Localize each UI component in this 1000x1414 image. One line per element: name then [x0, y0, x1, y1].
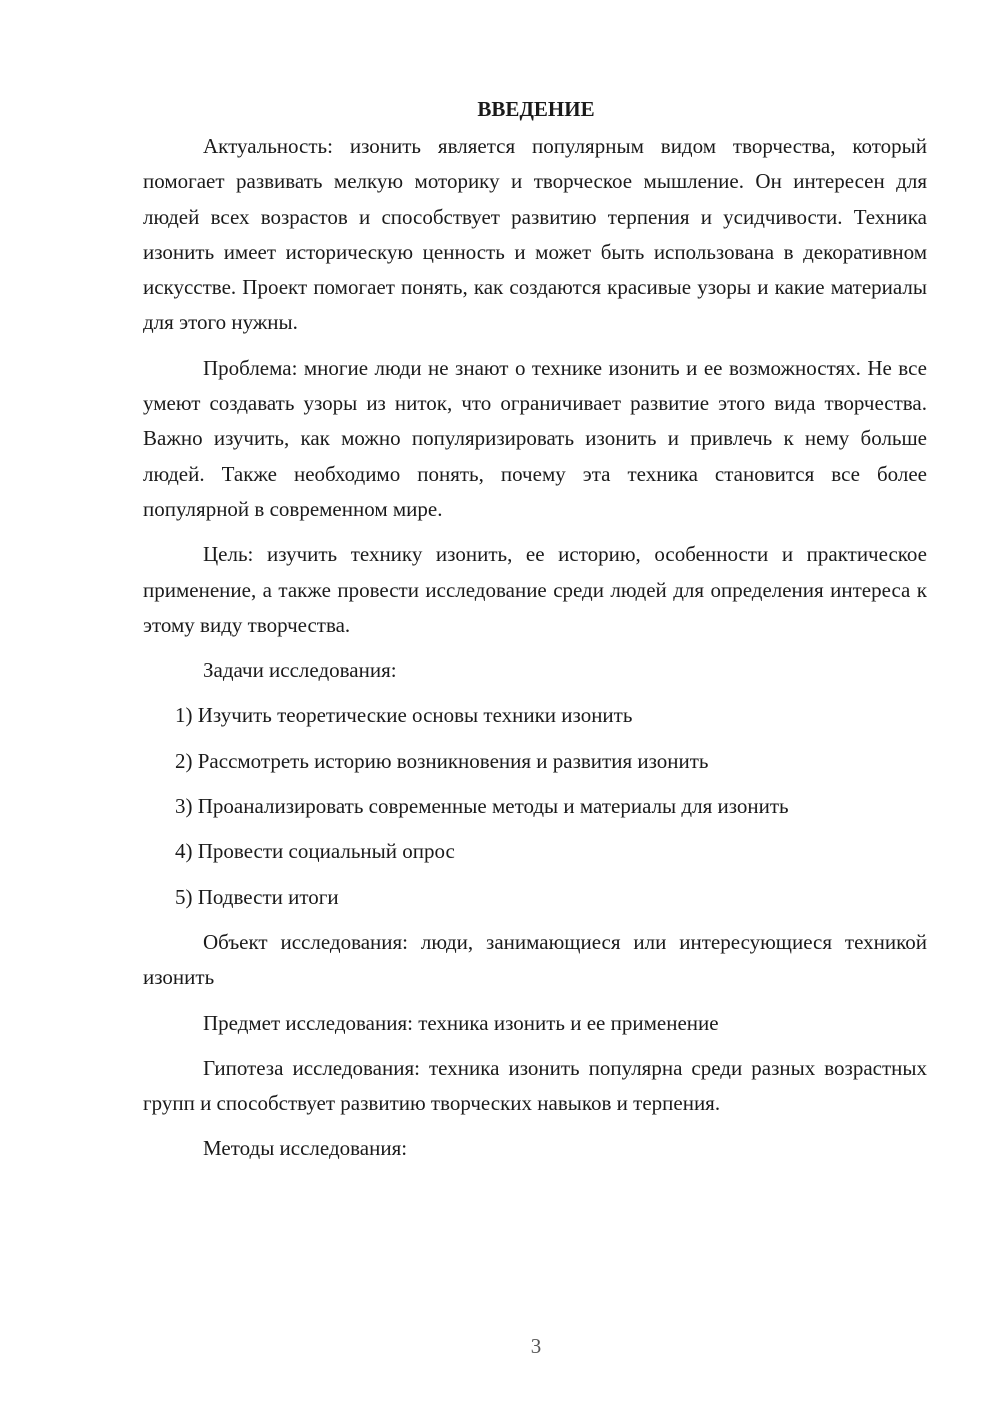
- goal-paragraph: Цель: изучить технику изонить, ее историю, особенности и практическое применение, а также провести исследование среди людей для определения интереса к этому виду творчества.: [143, 542, 927, 637]
- section-title: ВВЕДЕНИЕ: [477, 97, 595, 121]
- task-item: 1) Изучить теоретические основы техники изонить: [175, 703, 633, 728]
- task-item: 2) Рассмотреть историю возникновения и развития изонить: [175, 748, 709, 773]
- page-content: [143, 92, 927, 1177]
- task-item: 5) Подвести итоги: [175, 884, 339, 909]
- relevance-paragraph: Актуальность: изонить является популярным видом творчества, который помогает развивать мелкую моторику и творческое мышление. Он интересен для людей всех возрастов и способствует развитию терпения и усидчивости. Техника изонить имеет историческую ценность и может быть использована в декоративном искусстве. Проект помогает понять, как создаются красивые узоры и какие материалы для этого нужны.: [143, 134, 927, 335]
- task-item: 4) Провести социальный опрос: [175, 839, 455, 864]
- tasks-heading: Задачи исследования:: [203, 658, 397, 683]
- page-number: 3: [530, 1334, 542, 1358]
- problem-paragraph: Проблема: многие люди не знают о технике изонить и ее возможностях. Не все умеют создавать узоры из ниток, что ограничивает развитие этого вида творчества. Важно изучить, как можно популяризировать изонить и привлечь к нему больше людей. Также необходимо понять, почему эта техника становится все более популярной в современном мире.: [143, 355, 927, 521]
- methods-heading: Методы исследования:: [203, 1136, 408, 1161]
- tasks-list: [143, 698, 927, 914]
- task-item: 3) Проанализировать современные методы и материалы для изонить: [175, 794, 789, 819]
- subject-paragraph: Предмет исследования: техника изонить и ее применение: [203, 1010, 719, 1035]
- hypothesis-paragraph: Гипотеза исследования: техника изонить популярна среди разных возрастных групп и способствует развитию творческих навыков и терпения.: [143, 1055, 927, 1116]
- object-paragraph: Объект исследования: люди, занимающиеся или интересующиеся техникой изонить: [143, 929, 927, 990]
